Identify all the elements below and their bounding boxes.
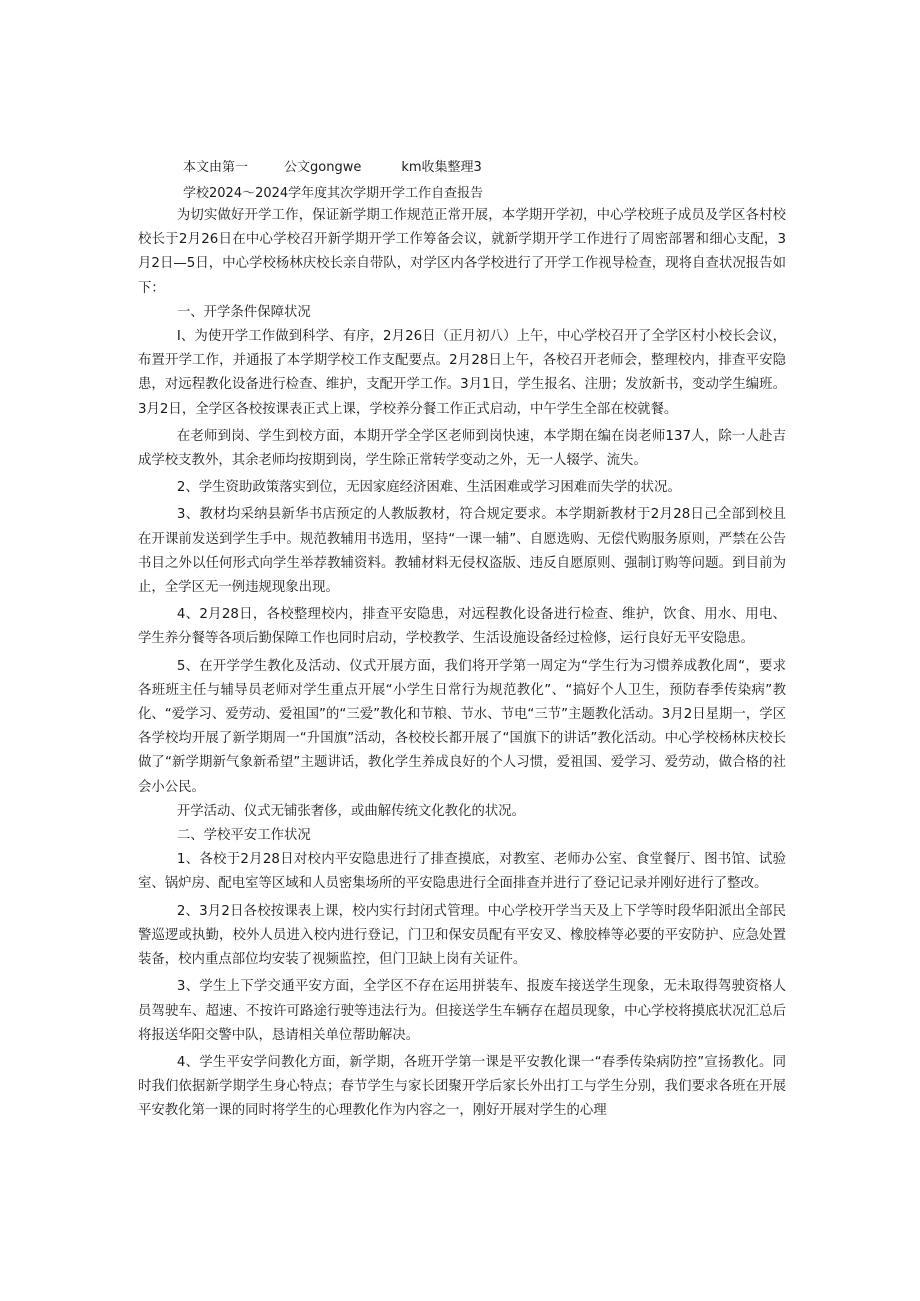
paragraph-safety-1: 1、各校于2月28日对校内平安隐患进行了排查摸底，对教室、老师办公室、食堂餐厅、图书馆、试验室、锅炉房、配电室等区域和人员密集场所的平安隐患进行全面排查并进行了登记记录并刚好进行了整改。	[138, 852, 786, 892]
header-part-1: 本文由第一	[183, 160, 249, 175]
section-heading-1: 一、开学条件保障状况	[176, 304, 311, 320]
paragraph-item-5: 5、在开学学生教化及活动、仪式开展方面，我们将开学第一周定为“学生行为习惯养成教化周“，要求各班班主任与辅导员老师对学生重点开展“小学生日常行为规范教化”、“搞好个人卫生，预防春季传染病”教化、“爱学习、爱劳动、爱祖国”的“三爱”教化和节粮、节水、节电“三节”主题教化活动。3月2日星期一，学区各学校均开展了新学期周一“升国旗”活动，各校校长都开展了“国旗下的讲话”教化活动。中心学校杨林庆校长做了“新学期新气象新希望”主题讲话，教化学生养成良好的个人习惯，爱祖国、爱学习、爱劳动，做合格的社会小公民。	[138, 658, 786, 795]
paragraph-item-3: 3、教材均采纳县新华书店预定的人教版教材，符合规定要求。本学期新教材于2月28日己全部到校且在开课前发送到学生手中。规范教辅用书选用，坚持“一课一辅”、自愿选购、无偿代购服务原则，严禁在公告书目之外以任何形式向学生举荐教辅资料。教辅材料无侵权盗版、违反自愿原则、强制订购等问题。到目前为止，全学区无一例违规现象出现。	[138, 507, 786, 596]
source-header	[183, 158, 482, 178]
header-part-2: 公文gongwe	[284, 160, 362, 175]
header-part-3: km收集整理3	[401, 160, 482, 175]
paragraph-item-1: I、为使开学工作做到科学、有序，2月26日（正月初八）上午，中心学校召开了全学区村小校长会议，布置开学工作，并通报了本学期学校工作支配要点。2月28日上午，各校召开老师会，整理校内，排查平安隐患，对远程教化设备进行检查、维护，支配开学工作。3月1日，学生报名、注册；发放新书，变动学生编班。3月2日，全学区各校按课表正式上课，学校养分餐工作正式启动，中午学生全部在校就餐。	[138, 329, 786, 417]
document-body	[138, 204, 786, 1124]
paragraph-activities: 开学活动、仪式无铺张奢侈，或曲解传统文化教化的状况。	[176, 803, 526, 819]
paragraph-safety-3: 3、学生上下学交通平安方面，全学区不存在运用拼装车、报废车接送学生现象，无未取得驾驶资格人员驾驶车、超速、不按许可路途行驶等违法行为。但接送学生车辆存在超员现象，中心学校将摸底状况汇总后将报送华阳交警中队，恳请相关单位帮助解决。	[138, 979, 786, 1043]
paragraph-item-4: 4、2月28日，各校整理校内，排查平安隐患，对远程教化设备进行检查、维护，饮食、用水、用电、学生养分餐等各项后勤保障工作也同时启动，学校教学、生活设施设备经过检修，运行良好无平安隐患。	[138, 607, 786, 647]
paragraph-safety-4: 4、学生平安学问教化方面，新学期，各班开学第一课是平安教化课一“春季传染病防控”宣扬教化。同时我们依据新学期学生身心特点；春节学生与家长团聚开学后家长外出打工与学生分别，我们要求各班在开展平安教化第一课的同时将学生的心理教化作为内容之一，刚好开展对学生的心理	[138, 1054, 786, 1119]
paragraph-item-2: 2、学生资助政策落实到位，无因家庭经济困难、生活困难或学习困难而失学的状况。	[176, 480, 681, 496]
section-heading-2: 二、学校平安工作状况	[176, 828, 311, 844]
paragraph-teachers: 在老师到岗、学生到校方面，本期开学全学区老师到岗快速，本学期在编在岗老师137人，除一人赴吉成学校支教外，其余老师均按期到岗，学生除正常转学变动之外，无一人辍学、流失。	[138, 428, 786, 469]
document-title: 学校2024～2024学年度其次学期开学工作自查报告	[183, 186, 484, 201]
paragraph-safety-2: 2、3月2日各校按课表上课，校内实行封闭式管理。中心学校开学当天及上下学等时段华阳派出全部民警巡逻或执勤，校外人员进入校内进行登记，门卫和保安员配有平安叉、橡胶棒等必要的平安防护、应急处置装备，校内重点部位均安装了视频监控，但门卫缺上岗有关证件。	[138, 903, 786, 968]
paragraph-intro: 为切实做好开学工作，保证新学期工作规范正常开展，本学期开学初，中心学校班子成员及学区各村校校长于2月26日在中心学校召开新学期开学工作筹备会议，就新学期开学工作进行了周密部署和细心支配，3月2日—5日，中心学校杨林庆校长亲自带队，对学区内各学校进行了开学工作视导检查，现将自查状况报告如下：	[138, 208, 786, 296]
